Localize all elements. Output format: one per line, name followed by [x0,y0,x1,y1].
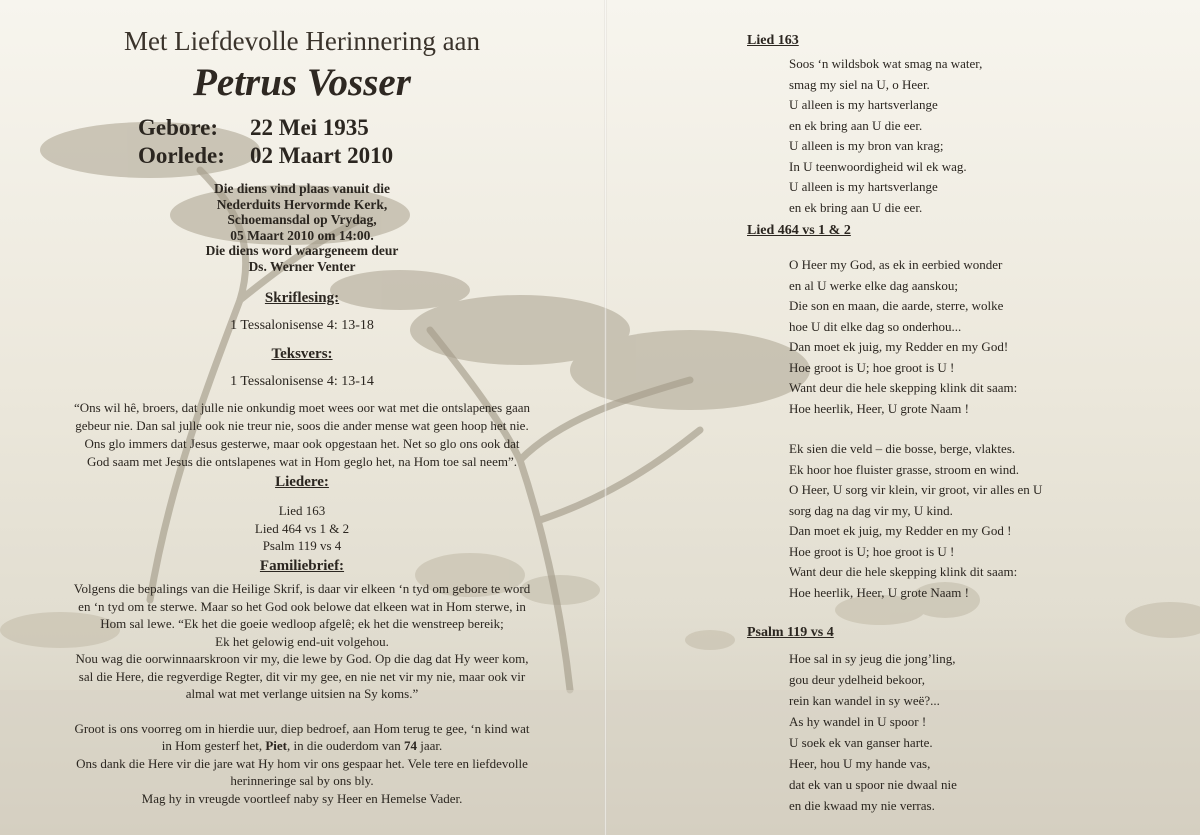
born-label: Gebore: [138,115,219,140]
service-line: Die diens vind plaas vanuit die [214,181,390,196]
lyric-line: Want deur die hele skepping klink dit saam: [789,380,1018,395]
lyric-line: Ek hoor hoe fluister grasse, stroom en wind. [789,461,1019,477]
nickname: Piet [265,738,288,753]
lyric-line: U alleen is my bron van krag; [789,138,944,153]
letter-line: Volgens die bepalings van die Heilige Skrif, is daar vir elkeen ‘n tyd om gebore te word [73,581,531,596]
quote-line: Ons glo immers dat Jesus gesterwe, maar ook opgestaan het. Net so glo ons ook dat [84,436,520,451]
lyric-line: Hoe sal in sy jeug die jong’ling, [789,651,956,666]
letter-line-with-name [0,737,604,755]
lyric-line: Hoe groot is U; hoe groot is U ! [789,359,955,375]
lyric-line: Ek sien die veld – die bosse, berge, vlaktes. [789,441,1016,456]
song-item: Lied 464 vs 1 & 2 [254,520,350,536]
paragraph-gap [0,703,604,720]
lyric-line: dat ek van u spoor nie dwaal nie [789,777,957,792]
letter-line: almal wat met verlange uitsien na Sy koms.” [185,686,419,701]
lyric-line: gou deur ydelheid bekoor, [789,672,925,687]
lyric-line: Want deur die hele skepping klink dit saam: [789,564,1018,579]
service-line: Schoemansdal op Vrydag, [227,212,377,227]
scripture-heading: Skriflesing: [264,290,340,306]
lyric-line: Heer, hou U my hande vas, [789,756,931,771]
age: 74 [404,738,417,753]
life-dates [138,114,393,170]
lyric-line: en al U werke elke dag aanskou; [789,277,958,293]
died-date: 02 Maart 2010 [250,143,394,168]
text-verse-quote [0,399,604,471]
lyric-line: Hoe heerlik, Heer, U grote Naam ! [789,584,969,600]
song2-heading: Lied 464 vs 1 & 2 [747,223,851,238]
letter-line: en ‘n tyd om te sterwe. Maar so het God ook belowe dat elkeen wat in Hom sterwe, in [78,598,526,614]
song1-lyrics [789,54,982,218]
dedication-heading: Met Liefdevolle Herinnering aan [123,26,481,56]
lyric-line: rein kan wandel in sy weë?... [789,693,940,708]
lyric-line: en ek bring aan U die eer. [789,199,923,215]
letter-line: Nou wag die oorwinnaarskroon vir my, die lewe by God. Op die dag dat Hy weer kom, [75,651,529,666]
birth-row [138,114,393,142]
songs-list [0,502,604,555]
death-row [138,142,393,170]
family-letter-heading: Familiebrief: [259,558,345,574]
service-details [0,181,604,274]
died-label: Oorlede: [138,143,225,168]
text-verse-heading: Teksvers: [271,346,333,362]
lyric-line: O Heer, U sorg vir klein, vir groot, vir alles en U [789,482,1043,497]
verse-gap [789,419,1042,439]
service-line: Nederduits Hervormde Kerk, [216,196,388,212]
right-page [607,0,1200,835]
family-letter [0,580,604,807]
letter-text: in Hom gesterf het, [161,738,266,753]
quote-line: God saam met Jesus die ontslapenes wat in Hom geglo het, na Hom toe sal neem”. [87,454,517,469]
song2-lyrics [789,255,1042,603]
lyric-line: Hoe heerlik, Heer, U grote Naam ! [789,400,969,416]
lyric-line: Hoe groot is U; hoe groot is U ! [789,543,955,559]
lyric-line: hoe U dit elke dag so onderhou... [789,318,962,334]
lyric-line: Die son en maan, die aarde, sterre, wolke [789,298,1004,313]
letter-line: Hom sal lewe. “Ek het die goeie wedloop afgelê; ek het die wenstreep bereik; [100,616,504,631]
text-verse-reference: 1 Tessalonisense 4: 13-14 [230,374,374,389]
lyric-line: As hy wandel in U spoor ! [789,714,927,729]
lyric-line: U alleen is my hartsverlange [789,179,938,194]
letter-text: , in die ouderdom van [287,738,404,753]
lyric-line: sorg dag na dag vir my, U kind. [789,502,953,518]
lyric-line: en die kwaad my nie verras. [789,798,935,813]
letter-text: jaar. [417,738,443,753]
lyric-line: Soos ‘n wildsbok wat smag na water, [789,56,983,71]
service-line: 05 Maart 2010 om 14:00. [230,227,374,243]
quote-line: gebeur nie. Dan sal julle ook nie treur nie, soos die ander mense wat geen hoop het nie. [75,418,529,433]
lyric-line: en ek bring aan U die eer. [789,117,923,133]
letter-line: herinneringe sal by ons bly. [230,773,374,788]
letter-line: Groot is ons voorreg om in hierdie uur, diep bedroef, aan Hom terug te gee, ‘n kind wat [74,720,530,736]
lyric-line: In U teenwoordigheid wil ek wag. [789,158,967,174]
letter-line: Ons dank die Here vir die jare wat Hy hom vir ons gespaar het. Vele tere en liefdevolle [76,755,528,771]
song3-lyrics [789,648,957,816]
letter-line: Ek het gelowig end-uit volgehou. [215,633,389,649]
song1-heading: Lied 163 [747,33,799,48]
lyric-line: Dan moet ek juig, my Redder en my God ! [789,523,1012,538]
songs-heading: Liedere: [275,474,329,490]
lyric-line: Dan moet ek juig, my Redder en my God! [789,339,1009,354]
service-line: Ds. Werner Venter [248,258,356,274]
quote-line: “Ons wil hê, broers, dat julle nie onkundig moet wees oor wat met die ontslapenes gaan [74,400,530,415]
lyric-line: smag my siel na U, o Heer. [789,76,930,92]
lyric-line: O Heer my God, as ek in eerbied wonder [789,257,1003,272]
born-date: 22 Mei 1935 [250,115,369,140]
song-item: Psalm 119 vs 4 [262,538,342,553]
service-line: Die diens word waargeneem deur [205,243,399,258]
deceased-name: Petrus Vosser [193,61,411,104]
letter-line: Mag hy in vreugde voortleef naby sy Heer en Hemelse Vader. [141,790,463,806]
lyric-line: U alleen is my hartsverlange [789,97,938,112]
song-item: Lied 163 [278,503,326,518]
scripture-reference: 1 Tessalonisense 4: 13-18 [230,318,374,333]
lyric-line: U soek ek van ganser harte. [789,735,933,750]
letter-line: sal die Here, die regverdige Regter, dit vir my gee, en nie net vir my nie, maar ook vir [78,668,526,684]
song3-heading: Psalm 119 vs 4 [747,625,834,640]
